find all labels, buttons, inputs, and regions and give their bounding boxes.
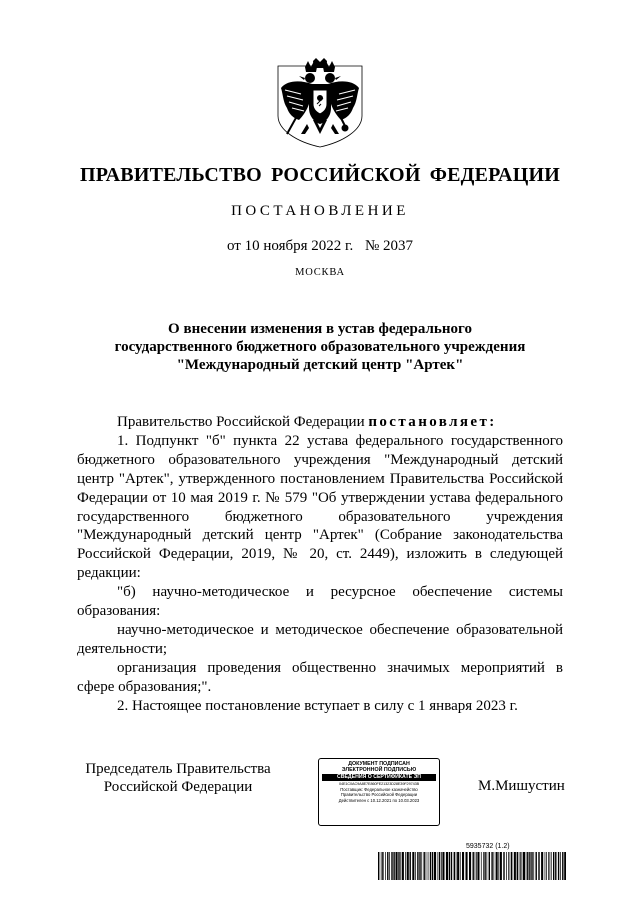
signer-title (78, 760, 278, 796)
electronic-signature-stamp (318, 758, 440, 826)
subject-line: О внесении изменения в устав федерального (168, 321, 472, 337)
stamp-validity: Действителен с 10.12.2021 по 10.03.2023 (338, 797, 420, 803)
body-paragraph: "б) научно-методическое и ресурсное обеспечение системы образования: (77, 584, 563, 620)
document-subject (60, 320, 580, 374)
body-paragraph: 1. Подпункт "б" пункта 22 устава федерального государственного бюджетного образовательного учреждения "Международный детский центр "Артек", утвержденного постановлением Правительства Российской Федерации от 10 мая 2019 г. № 579 "Об утверждении устава федерального государственного бюджетного образовательного учреждения "Международный детский центр "Артек" (Собрание законодательства Российской Федерации, 2019, № 20, ст. 2449), изложить в следующей редакции: (77, 432, 563, 582)
government-title: ПРАВИТЕЛЬСТВО РОССИЙСКОЙ ФЕДЕРАЦИИ (80, 164, 560, 186)
body-paragraph: научно-методическое и методическое обеспечение образовательной деятельности; (77, 621, 563, 657)
document-number: № 2037 (364, 238, 414, 254)
document-type: ПОСТАНОВЛЕНИЕ (231, 203, 409, 219)
coat-of-arms-icon (277, 58, 363, 148)
issue-city: МОСКВА (295, 267, 345, 278)
body-paragraph-preamble (77, 413, 563, 432)
stamp-issuer: Поставщик: Федеральное казначейство (340, 786, 418, 792)
document-body (77, 413, 563, 716)
body-paragraph: организация проведения общественно значимых мероприятий в сфере образования;". (77, 659, 563, 695)
stamp-serial: 04E1C0AC9A8E7E860FE21323D28E39F29743B (338, 781, 420, 786)
preamble-action: постановляет: (368, 414, 497, 430)
signer-title-line: Председатель Правительства (85, 761, 271, 777)
date-and-number (0, 238, 640, 255)
stamp-line: ЭЛЕКТРОННОЙ ПОДПИСЬЮ (341, 767, 417, 774)
stamp-band: СВЕДЕНИЯ О СЕРТИФИКАТЕ ЭП (322, 774, 436, 781)
barcode-icon (378, 852, 566, 880)
print-code: 5935732 (1.2) (466, 843, 510, 850)
signer-title-line: Российской Федерации (103, 779, 253, 795)
stamp-line: ДОКУМЕНТ ПОДПИСАН (348, 761, 410, 767)
document-date: от 10 ноября 2022 г. (226, 238, 354, 254)
body-paragraph: 2. Настоящее постановление вступает в силу с 1 января 2023 г. (117, 697, 518, 714)
signer-name: М.Мишустин (478, 778, 565, 794)
stamp-owner: Правительство Российской Федерации (340, 792, 418, 798)
preamble-lead: Правительство Российской Федерации (117, 414, 365, 430)
subject-line: "Международный детский центр "Артек" (176, 357, 464, 373)
subject-line: государственного бюджетного образовательного учреждения (114, 339, 526, 355)
